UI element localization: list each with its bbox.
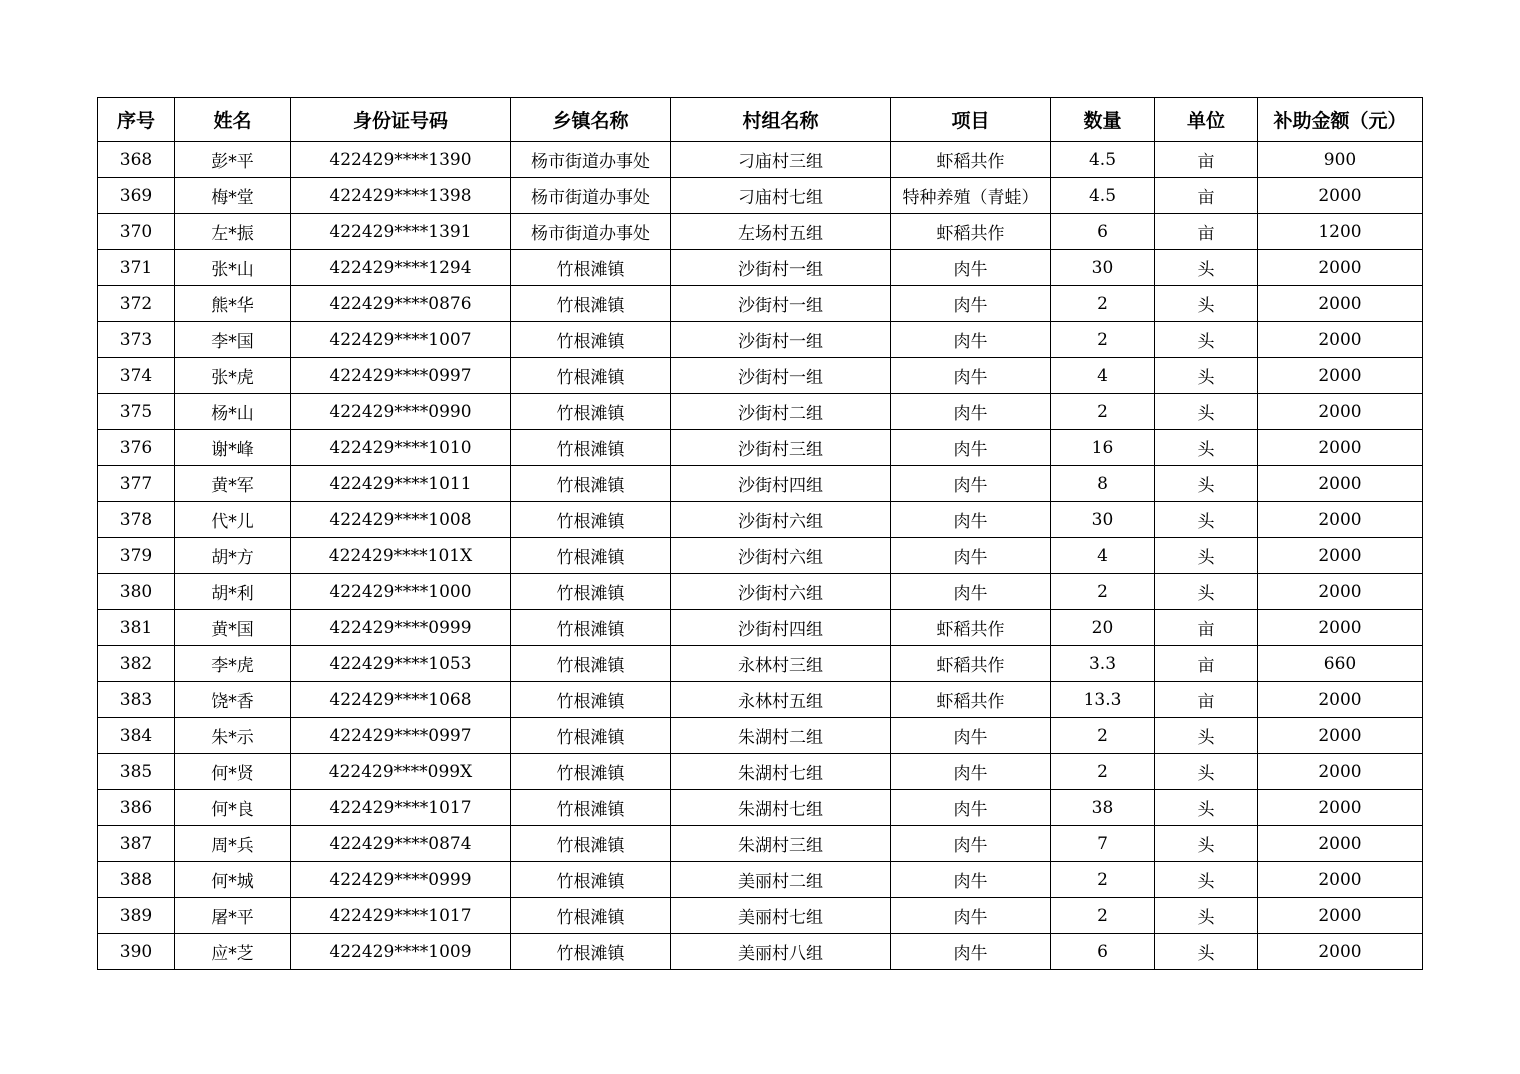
cell-name: 张*山 <box>175 250 291 286</box>
cell-index: 370 <box>98 214 175 250</box>
cell-unit: 头 <box>1155 322 1258 358</box>
table-row <box>98 538 1423 574</box>
cell-project: 肉牛 <box>891 826 1051 862</box>
cell-unit: 头 <box>1155 394 1258 430</box>
cell-id-number: 422429****1390 <box>291 142 511 178</box>
cell-subsidy-amount: 2000 <box>1258 178 1423 214</box>
cell-project: 肉牛 <box>891 862 1051 898</box>
cell-index: 368 <box>98 142 175 178</box>
cell-quantity: 38 <box>1051 790 1155 826</box>
cell-unit: 头 <box>1155 502 1258 538</box>
header-project: 项目 <box>891 98 1051 142</box>
cell-village-group: 沙街村六组 <box>671 502 891 538</box>
cell-subsidy-amount: 2000 <box>1258 538 1423 574</box>
cell-quantity: 20 <box>1051 610 1155 646</box>
cell-project: 虾稻共作 <box>891 646 1051 682</box>
cell-index: 390 <box>98 934 175 970</box>
cell-village-group: 沙街村一组 <box>671 286 891 322</box>
table-body <box>98 142 1423 970</box>
cell-unit: 头 <box>1155 898 1258 934</box>
cell-quantity: 2 <box>1051 718 1155 754</box>
cell-township: 杨市街道办事处 <box>511 142 671 178</box>
cell-id-number: 422429****1011 <box>291 466 511 502</box>
cell-project: 肉牛 <box>891 250 1051 286</box>
header-subsidy-amount: 补助金额（元） <box>1258 98 1423 142</box>
cell-township: 竹根滩镇 <box>511 790 671 826</box>
cell-township: 竹根滩镇 <box>511 754 671 790</box>
cell-project: 肉牛 <box>891 322 1051 358</box>
cell-village-group: 朱湖村三组 <box>671 826 891 862</box>
cell-project: 虾稻共作 <box>891 682 1051 718</box>
cell-unit: 亩 <box>1155 142 1258 178</box>
cell-unit: 头 <box>1155 862 1258 898</box>
cell-name: 左*振 <box>175 214 291 250</box>
cell-township: 竹根滩镇 <box>511 862 671 898</box>
cell-subsidy-amount: 2000 <box>1258 754 1423 790</box>
cell-village-group: 沙街村一组 <box>671 358 891 394</box>
cell-index: 377 <box>98 466 175 502</box>
cell-unit: 亩 <box>1155 214 1258 250</box>
cell-quantity: 6 <box>1051 934 1155 970</box>
cell-quantity: 4.5 <box>1051 178 1155 214</box>
cell-village-group: 刁庙村七组 <box>671 178 891 214</box>
cell-village-group: 朱湖村七组 <box>671 790 891 826</box>
cell-village-group: 永林村三组 <box>671 646 891 682</box>
cell-id-number: 422429****0990 <box>291 394 511 430</box>
cell-quantity: 4 <box>1051 358 1155 394</box>
cell-quantity: 2 <box>1051 322 1155 358</box>
cell-village-group: 朱湖村二组 <box>671 718 891 754</box>
cell-name: 李*虎 <box>175 646 291 682</box>
cell-index: 380 <box>98 574 175 610</box>
header-township: 乡镇名称 <box>511 98 671 142</box>
cell-id-number: 422429****1008 <box>291 502 511 538</box>
cell-id-number: 422429****1068 <box>291 682 511 718</box>
cell-index: 371 <box>98 250 175 286</box>
cell-name: 胡*方 <box>175 538 291 574</box>
cell-unit: 头 <box>1155 250 1258 286</box>
cell-index: 378 <box>98 502 175 538</box>
cell-id-number: 422429****0876 <box>291 286 511 322</box>
table-row <box>98 826 1423 862</box>
cell-village-group: 沙街村一组 <box>671 250 891 286</box>
cell-project: 特种养殖（青蛙） <box>891 178 1051 214</box>
cell-name: 胡*利 <box>175 574 291 610</box>
header-name: 姓名 <box>175 98 291 142</box>
cell-township: 杨市街道办事处 <box>511 214 671 250</box>
table-row <box>98 358 1423 394</box>
cell-quantity: 16 <box>1051 430 1155 466</box>
cell-unit: 头 <box>1155 358 1258 394</box>
table-row <box>98 430 1423 466</box>
cell-township: 竹根滩镇 <box>511 718 671 754</box>
cell-index: 385 <box>98 754 175 790</box>
cell-name: 应*芝 <box>175 934 291 970</box>
cell-unit: 头 <box>1155 286 1258 322</box>
cell-unit: 亩 <box>1155 610 1258 646</box>
table-row <box>98 898 1423 934</box>
cell-name: 李*国 <box>175 322 291 358</box>
cell-index: 373 <box>98 322 175 358</box>
cell-township: 竹根滩镇 <box>511 682 671 718</box>
cell-quantity: 8 <box>1051 466 1155 502</box>
cell-index: 383 <box>98 682 175 718</box>
header-village-group: 村组名称 <box>671 98 891 142</box>
cell-id-number: 422429****1000 <box>291 574 511 610</box>
cell-index: 374 <box>98 358 175 394</box>
cell-project: 肉牛 <box>891 718 1051 754</box>
cell-village-group: 美丽村二组 <box>671 862 891 898</box>
cell-id-number: 422429****0997 <box>291 718 511 754</box>
cell-index: 372 <box>98 286 175 322</box>
header-unit: 单位 <box>1155 98 1258 142</box>
cell-index: 376 <box>98 430 175 466</box>
cell-unit: 头 <box>1155 718 1258 754</box>
cell-id-number: 422429****0999 <box>291 862 511 898</box>
cell-quantity: 7 <box>1051 826 1155 862</box>
table-row <box>98 502 1423 538</box>
cell-village-group: 沙街村六组 <box>671 574 891 610</box>
table-row <box>98 466 1423 502</box>
cell-index: 381 <box>98 610 175 646</box>
cell-subsidy-amount: 900 <box>1258 142 1423 178</box>
cell-unit: 头 <box>1155 538 1258 574</box>
cell-quantity: 13.3 <box>1051 682 1155 718</box>
cell-quantity: 2 <box>1051 862 1155 898</box>
cell-village-group: 沙街村一组 <box>671 322 891 358</box>
header-index: 序号 <box>98 98 175 142</box>
cell-township: 竹根滩镇 <box>511 538 671 574</box>
cell-township: 竹根滩镇 <box>511 574 671 610</box>
cell-name: 何*良 <box>175 790 291 826</box>
cell-township: 竹根滩镇 <box>511 394 671 430</box>
cell-village-group: 美丽村七组 <box>671 898 891 934</box>
table-row <box>98 790 1423 826</box>
cell-name: 黄*国 <box>175 610 291 646</box>
cell-village-group: 朱湖村七组 <box>671 754 891 790</box>
table-row <box>98 286 1423 322</box>
cell-project: 肉牛 <box>891 538 1051 574</box>
cell-quantity: 2 <box>1051 394 1155 430</box>
cell-name: 周*兵 <box>175 826 291 862</box>
cell-name: 杨*山 <box>175 394 291 430</box>
cell-id-number: 422429****1294 <box>291 250 511 286</box>
cell-subsidy-amount: 660 <box>1258 646 1423 682</box>
cell-subsidy-amount: 2000 <box>1258 826 1423 862</box>
cell-name: 代*儿 <box>175 502 291 538</box>
cell-index: 384 <box>98 718 175 754</box>
cell-project: 肉牛 <box>891 574 1051 610</box>
cell-subsidy-amount: 2000 <box>1258 358 1423 394</box>
cell-subsidy-amount: 2000 <box>1258 466 1423 502</box>
cell-id-number: 422429****1009 <box>291 934 511 970</box>
cell-unit: 头 <box>1155 430 1258 466</box>
cell-township: 竹根滩镇 <box>511 898 671 934</box>
cell-quantity: 2 <box>1051 754 1155 790</box>
cell-subsidy-amount: 2000 <box>1258 898 1423 934</box>
cell-id-number: 422429****0999 <box>291 610 511 646</box>
cell-unit: 亩 <box>1155 682 1258 718</box>
table-header-row <box>98 98 1423 142</box>
cell-name: 谢*峰 <box>175 430 291 466</box>
cell-township: 竹根滩镇 <box>511 646 671 682</box>
table-row <box>98 754 1423 790</box>
table-row <box>98 574 1423 610</box>
cell-township: 竹根滩镇 <box>511 466 671 502</box>
cell-subsidy-amount: 2000 <box>1258 502 1423 538</box>
cell-township: 竹根滩镇 <box>511 934 671 970</box>
cell-project: 肉牛 <box>891 502 1051 538</box>
cell-subsidy-amount: 2000 <box>1258 934 1423 970</box>
table-row <box>98 250 1423 286</box>
cell-id-number: 422429****101X <box>291 538 511 574</box>
cell-township: 杨市街道办事处 <box>511 178 671 214</box>
cell-id-number: 422429****1398 <box>291 178 511 214</box>
cell-village-group: 沙街村三组 <box>671 430 891 466</box>
cell-subsidy-amount: 2000 <box>1258 286 1423 322</box>
cell-index: 388 <box>98 862 175 898</box>
cell-project: 肉牛 <box>891 790 1051 826</box>
cell-unit: 头 <box>1155 466 1258 502</box>
cell-id-number: 422429****0874 <box>291 826 511 862</box>
cell-index: 387 <box>98 826 175 862</box>
cell-township: 竹根滩镇 <box>511 430 671 466</box>
cell-subsidy-amount: 2000 <box>1258 574 1423 610</box>
cell-subsidy-amount: 2000 <box>1258 790 1423 826</box>
table-row <box>98 862 1423 898</box>
cell-id-number: 422429****1391 <box>291 214 511 250</box>
cell-subsidy-amount: 2000 <box>1258 862 1423 898</box>
cell-quantity: 2 <box>1051 898 1155 934</box>
cell-subsidy-amount: 2000 <box>1258 718 1423 754</box>
cell-index: 382 <box>98 646 175 682</box>
cell-quantity: 2 <box>1051 286 1155 322</box>
cell-subsidy-amount: 2000 <box>1258 610 1423 646</box>
cell-unit: 头 <box>1155 934 1258 970</box>
cell-name: 黄*军 <box>175 466 291 502</box>
table-row <box>98 142 1423 178</box>
cell-quantity: 3.3 <box>1051 646 1155 682</box>
cell-project: 肉牛 <box>891 358 1051 394</box>
cell-village-group: 沙街村四组 <box>671 466 891 502</box>
cell-name: 饶*香 <box>175 682 291 718</box>
cell-index: 375 <box>98 394 175 430</box>
cell-unit: 头 <box>1155 826 1258 862</box>
cell-quantity: 4 <box>1051 538 1155 574</box>
cell-subsidy-amount: 2000 <box>1258 394 1423 430</box>
cell-unit: 亩 <box>1155 178 1258 214</box>
cell-village-group: 永林村五组 <box>671 682 891 718</box>
cell-subsidy-amount: 2000 <box>1258 250 1423 286</box>
cell-index: 369 <box>98 178 175 214</box>
cell-project: 肉牛 <box>891 898 1051 934</box>
header-quantity: 数量 <box>1051 98 1155 142</box>
cell-quantity: 6 <box>1051 214 1155 250</box>
cell-id-number: 422429****1010 <box>291 430 511 466</box>
cell-village-group: 沙街村二组 <box>671 394 891 430</box>
cell-id-number: 422429****1017 <box>291 790 511 826</box>
cell-index: 389 <box>98 898 175 934</box>
table-row <box>98 610 1423 646</box>
cell-village-group: 刁庙村三组 <box>671 142 891 178</box>
table-row <box>98 718 1423 754</box>
cell-township: 竹根滩镇 <box>511 826 671 862</box>
cell-project: 肉牛 <box>891 286 1051 322</box>
cell-project: 肉牛 <box>891 430 1051 466</box>
cell-id-number: 422429****1053 <box>291 646 511 682</box>
cell-unit: 头 <box>1155 574 1258 610</box>
cell-name: 屠*平 <box>175 898 291 934</box>
cell-subsidy-amount: 1200 <box>1258 214 1423 250</box>
header-id-number: 身份证号码 <box>291 98 511 142</box>
cell-subsidy-amount: 2000 <box>1258 682 1423 718</box>
cell-id-number: 422429****1007 <box>291 322 511 358</box>
cell-name: 朱*示 <box>175 718 291 754</box>
cell-project: 肉牛 <box>891 934 1051 970</box>
table-row <box>98 934 1423 970</box>
table-row <box>98 214 1423 250</box>
cell-id-number: 422429****099X <box>291 754 511 790</box>
table-row <box>98 394 1423 430</box>
cell-project: 虾稻共作 <box>891 214 1051 250</box>
cell-unit: 亩 <box>1155 646 1258 682</box>
cell-township: 竹根滩镇 <box>511 250 671 286</box>
cell-township: 竹根滩镇 <box>511 322 671 358</box>
cell-name: 熊*华 <box>175 286 291 322</box>
cell-project: 虾稻共作 <box>891 610 1051 646</box>
cell-index: 379 <box>98 538 175 574</box>
cell-quantity: 30 <box>1051 250 1155 286</box>
cell-township: 竹根滩镇 <box>511 502 671 538</box>
table-row <box>98 322 1423 358</box>
cell-project: 肉牛 <box>891 466 1051 502</box>
cell-quantity: 30 <box>1051 502 1155 538</box>
cell-quantity: 2 <box>1051 574 1155 610</box>
table-row <box>98 682 1423 718</box>
cell-unit: 头 <box>1155 790 1258 826</box>
cell-village-group: 左场村五组 <box>671 214 891 250</box>
table-row <box>98 646 1423 682</box>
cell-project: 虾稻共作 <box>891 142 1051 178</box>
cell-name: 彭*平 <box>175 142 291 178</box>
cell-name: 张*虎 <box>175 358 291 394</box>
cell-village-group: 沙街村六组 <box>671 538 891 574</box>
cell-id-number: 422429****1017 <box>291 898 511 934</box>
cell-township: 竹根滩镇 <box>511 286 671 322</box>
cell-village-group: 沙街村四组 <box>671 610 891 646</box>
cell-index: 386 <box>98 790 175 826</box>
cell-name: 何*贤 <box>175 754 291 790</box>
cell-name: 何*城 <box>175 862 291 898</box>
subsidy-table <box>97 97 1423 970</box>
cell-project: 肉牛 <box>891 754 1051 790</box>
cell-unit: 头 <box>1155 754 1258 790</box>
table-row <box>98 178 1423 214</box>
cell-project: 肉牛 <box>891 394 1051 430</box>
cell-subsidy-amount: 2000 <box>1258 322 1423 358</box>
cell-subsidy-amount: 2000 <box>1258 430 1423 466</box>
cell-quantity: 4.5 <box>1051 142 1155 178</box>
cell-village-group: 美丽村八组 <box>671 934 891 970</box>
cell-id-number: 422429****0997 <box>291 358 511 394</box>
cell-name: 梅*堂 <box>175 178 291 214</box>
cell-township: 竹根滩镇 <box>511 610 671 646</box>
cell-township: 竹根滩镇 <box>511 358 671 394</box>
